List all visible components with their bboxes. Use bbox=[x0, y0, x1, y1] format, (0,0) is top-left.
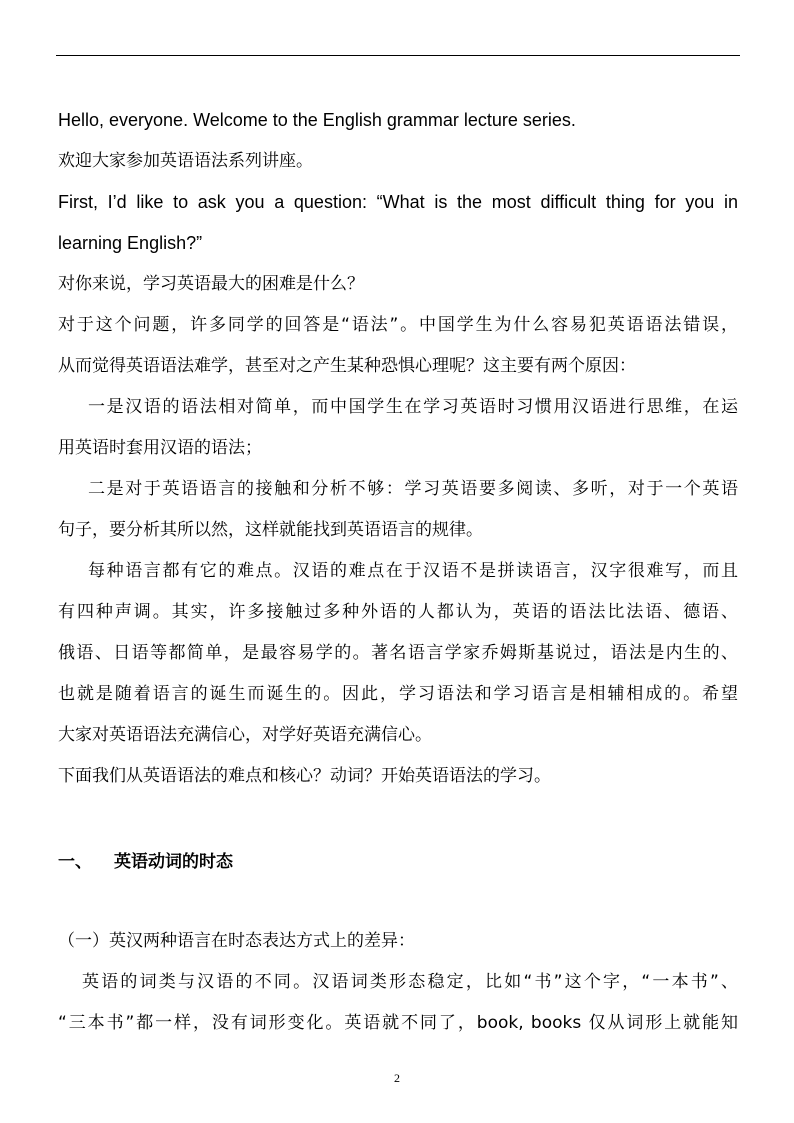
answer-paragraph-line2: 从而觉得英语语法难学，甚至对之产生某种恐惧心理呢？这主要有两个原因： bbox=[58, 356, 636, 376]
subsection-heading: （一）英汉两种语言在时态表达方式上的差异： bbox=[58, 931, 415, 951]
reason-one-line1: 一是汉语的语法相对简单，而中国学生在学习英语时习惯用汉语进行思维，在运 bbox=[88, 397, 738, 417]
section-number: 一、 bbox=[58, 852, 92, 872]
question-en-line1: First, I’d like to ask you a question: “What is the most difficult thing for you in bbox=[58, 192, 738, 212]
difficulty-paragraph-line1: 每种语言都有它的难点。汉语的难点在于汉语不是拼读语言，汉字很难写，而且 bbox=[88, 561, 738, 581]
question-en-line2: learning English?” bbox=[58, 233, 203, 253]
header-rule bbox=[56, 55, 740, 56]
difficulty-paragraph-line5: 大家对英语语法充满信心，对学好英语充满信心。 bbox=[58, 725, 432, 745]
section-title: 英语动词的时态 bbox=[114, 852, 233, 872]
answer-paragraph-line1: 对于这个问题，许多同学的回答是“语法”。中国学生为什么容易犯英语语法错误， bbox=[58, 315, 738, 335]
page-number: 2 bbox=[394, 1071, 400, 1085]
greeting-zh: 欢迎大家参加英语语法系列讲座。 bbox=[58, 151, 313, 171]
reason-two-line1: 二是对于英语语言的接触和分析不够：学习英语要多阅读、多听，对于一个英语 bbox=[88, 479, 738, 499]
transition-sentence: 下面我们从英语语法的难点和核心？动词？开始英语语法的学习。 bbox=[58, 766, 551, 786]
difficulty-paragraph-line2: 有四种声调。其实，许多接触过多种外语的人都认为，英语的语法比法语、德语、 bbox=[58, 602, 738, 622]
section-heading bbox=[58, 842, 738, 883]
greeting-en: Hello, everyone. Welcome to the English grammar lecture series. bbox=[58, 110, 576, 130]
reason-one-line2: 用英语时套用汉语的语法； bbox=[58, 438, 262, 458]
body-after-line2: “三本书”都一样，没有词形变化。英语就不同了，book, books 仅从词形上就能知 bbox=[58, 1013, 738, 1033]
question-zh: 对你来说，学习英语最大的困难是什么？ bbox=[58, 274, 364, 294]
difficulty-paragraph-line4: 也就是随着语言的诞生而诞生的。因此，学习语法和学习语言是相辅相成的。希望 bbox=[58, 684, 738, 704]
body-after-line1: 英语的词类与汉语的不同。汉语词类形态稳定，比如“书”这个字，“一本书”、 bbox=[82, 972, 738, 992]
document-body bbox=[58, 100, 738, 1044]
difficulty-paragraph-line3: 俄语、日语等都简单，是最容易学的。著名语言学家乔姆斯基说过，语法是内生的、 bbox=[58, 643, 738, 663]
reason-two-line2: 句子，要分析其所以然，这样就能找到英语语言的规律。 bbox=[58, 520, 483, 540]
